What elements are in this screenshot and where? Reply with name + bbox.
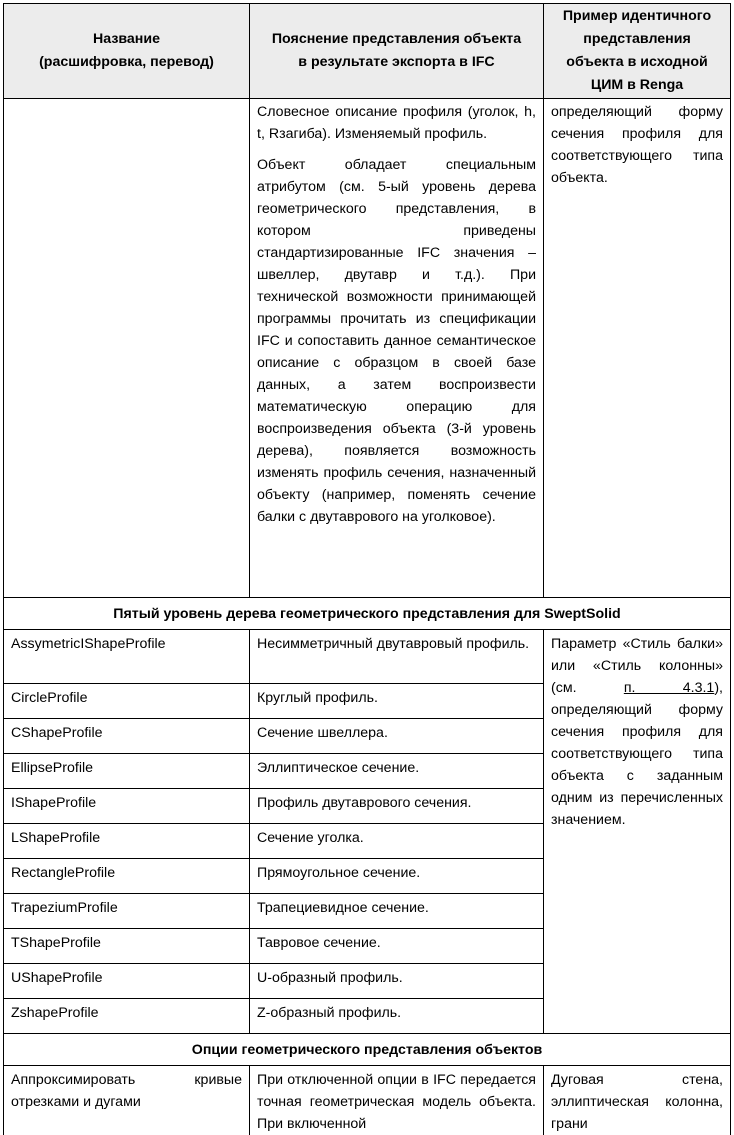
section-link[interactable]: п. 4.3.1 [624,680,715,696]
profile-desc: Круглый профиль. [250,684,544,719]
profile-desc: Прямоугольное сечение. [250,859,544,894]
header-name: Название (расшифровка, перевод) [4,4,250,99]
profile-name: UShapeProfile [4,964,250,999]
profile-name: IShapeProfile [4,789,250,824]
profiles-example-cell: Параметр «Стиль балки» или «Стиль колонны» (см. п. 4.3.1), определяющий форму сечения профиля для соответствующего типа объекта с заданным одним из перечисленных значением. [544,630,731,1034]
profile-desc: Несимметричный двутавровый профиль. [250,630,544,684]
option-example: Дуговая стена, эллиптическая колонна, грани [544,1066,731,1135]
profile-name: EllipseProfile [4,754,250,789]
profile-desc: U-образный профиль. [250,964,544,999]
ifc-representation-table [3,3,731,1135]
profile-name: CircleProfile [4,684,250,719]
option-name: Аппроксимировать кривые отрезками и дугами [4,1066,250,1135]
table-row [4,99,731,598]
section-heading-sweptsolid: Пятый уровень дерева геометрического представления для SweptSolid [4,598,731,630]
profile-desc: Сечение уголка. [250,824,544,859]
profile-desc: Эллиптическое сечение. [250,754,544,789]
option-desc: При отключенной опции в IFC передается точная геометрическая модель объекта. При включенной [250,1066,544,1135]
profile-name: TShapeProfile [4,929,250,964]
profile-desc: Трапециевидное сечение. [250,894,544,929]
row1-explanation-cell [250,99,544,598]
section-row [4,1034,731,1066]
table-row [4,1066,731,1135]
profile-desc: Профиль двутаврового сечения. [250,789,544,824]
header-example: Пример идентичного представления объекта в исходной ЦИМ в Renga [544,4,731,99]
profile-name: RectangleProfile [4,859,250,894]
row1-paragraph-1: Словесное описание профиля (уголок, h, t, Rзагиба). Изменяемый профиль. [257,101,536,145]
profile-desc: Z-образный профиль. [250,999,544,1034]
header-explanation: Пояснение представления объекта в результате экспорта в IFC [250,4,544,99]
header-row [4,4,731,99]
profile-name: TrapeziumProfile [4,894,250,929]
section-heading-options: Опции геометрического представления объектов [4,1034,731,1066]
profile-name: CShapeProfile [4,719,250,754]
profile-desc: Тавровое сечение. [250,929,544,964]
profile-desc: Сечение швеллера. [250,719,544,754]
profile-name: LShapeProfile [4,824,250,859]
row1-paragraph-2: Объект обладает специальным атрибутом (см. 5-ый уровень дерева геометрического представления, в котором приведены стандартизированные IFC значения – швеллер, двутавр и т.д.). При технической возможности принимающей программы прочитать из спецификации IFC и сопоставить данное семантическое описание с образцом в своей базе данных, а затем воспроизвести математическую операцию для воспроизведения объекта (3-й уровень дерева), появляется возможность изменять профиль сечения, назначенный объекту (например, поменять сечение балки с двутаврового на уголковое). [257,154,536,528]
profile-name: ZshapeProfile [4,999,250,1034]
row1-example-cell: определяющий форму сечения профиля для соответствующего типа объекта. [544,99,731,598]
row1-name-cell [4,99,250,598]
profile-name: AssymetricIShapeProfile [4,630,250,684]
table-row [4,630,731,684]
section-row [4,598,731,630]
